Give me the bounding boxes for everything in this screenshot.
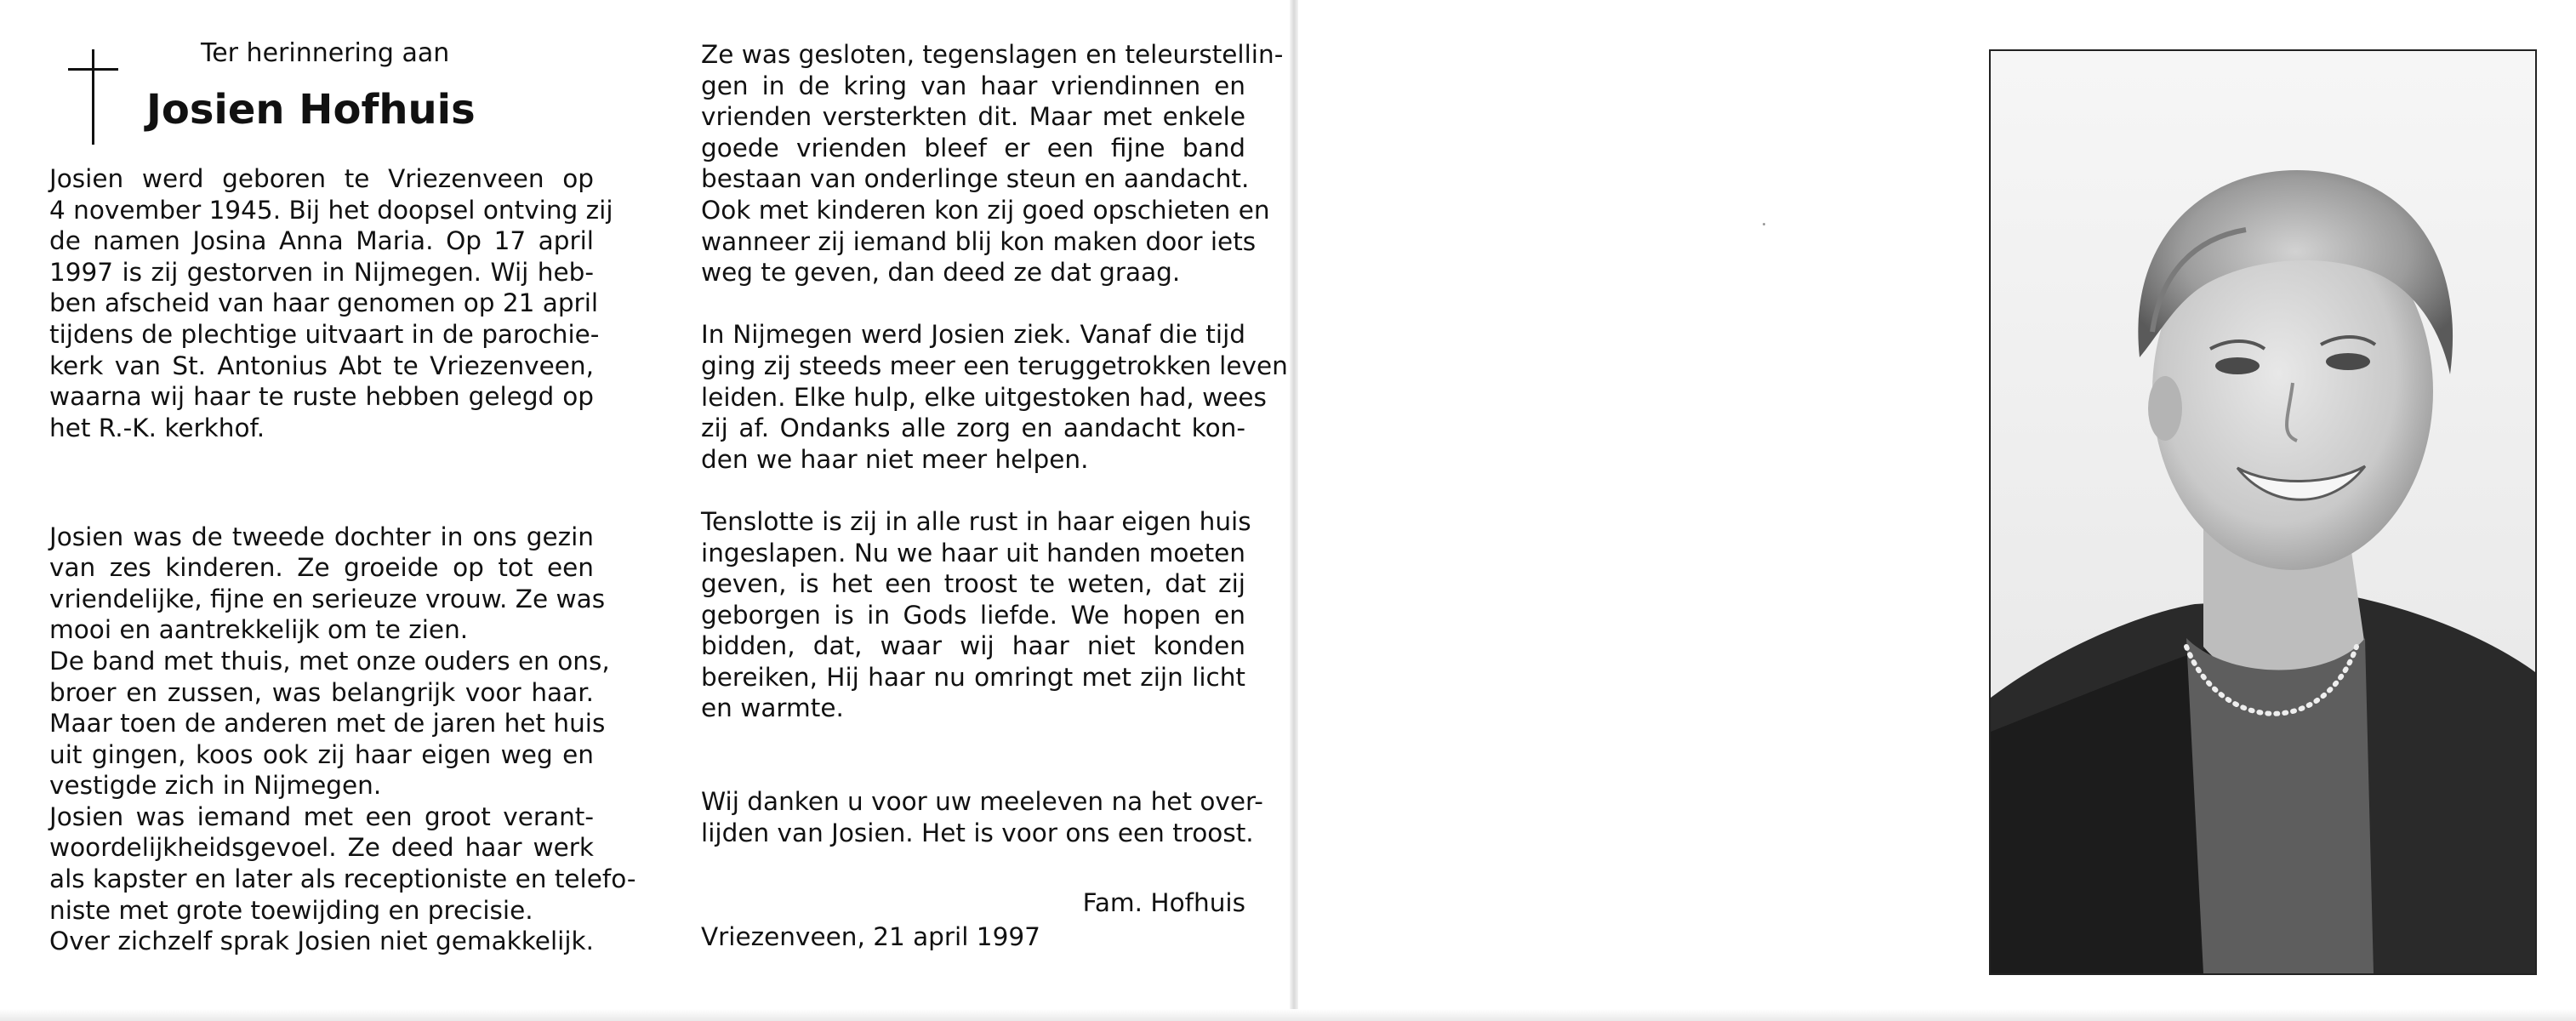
text-line: weg te geven, dan deed ze dat graag. bbox=[701, 258, 1181, 288]
text-line: Josien was de tweede dochter in ons gezin bbox=[49, 522, 594, 551]
text-line: uit gingen, koos ook zij haar eigen weg en bbox=[49, 739, 594, 769]
text-line: mooi en aantrekkelijk om te zien. bbox=[49, 615, 469, 645]
paragraph-gap bbox=[49, 443, 594, 475]
text-line: bereiken, Hij haar nu omringt met zijn licht bbox=[701, 662, 1245, 692]
text-line: den we haar niet meer helpen. bbox=[701, 444, 1089, 474]
biography-column-1 bbox=[49, 163, 636, 957]
text-line: als kapster en later als receptioniste en telefo- bbox=[49, 864, 636, 894]
text-line: goede vrienden bleef er een fijne band bbox=[701, 133, 1245, 163]
text-line: vriendelijke, fijne en serieuze vrouw. Ze was bbox=[49, 584, 606, 613]
paragraph-gap bbox=[701, 756, 1245, 787]
text-line: 1997 is zij gestorven in Nijmegen. Wij heb- bbox=[49, 257, 594, 287]
text-line: leiden. Elke hulp, elke uitgestoken had, wees bbox=[701, 382, 1267, 412]
text-line: gen in de kring van haar vriendinnen en bbox=[701, 71, 1245, 100]
text-line: Ook met kinderen kon zij goed opschieten en bbox=[701, 195, 1270, 225]
text-line: kerk van St. Antonius Abt te Vriezenveen, bbox=[49, 351, 594, 380]
text-line: lijden van Josien. Het is voor ons een troost. bbox=[701, 818, 1254, 847]
text-line: vestigde zich in Nijmegen. bbox=[49, 771, 382, 801]
text-line: 4 november 1945. Bij het doopsel ontving zij bbox=[49, 195, 613, 225]
text-line: wanneer zij iemand blij kon maken door iets bbox=[701, 226, 1257, 256]
text-line: niste met grote toewijding en precisie. bbox=[49, 895, 533, 925]
paper-speck bbox=[1763, 223, 1765, 225]
text-line: Wij danken u voor uw meeleven na het over- bbox=[701, 787, 1263, 817]
text-line: In Nijmegen werd Josien ziek. Vanaf die tijd bbox=[701, 320, 1245, 350]
text-line: Ze was gesloten, tegenslagen en teleurstellin- bbox=[701, 40, 1284, 69]
place-and-date: Vriezenveen, 21 april 1997 bbox=[701, 922, 1040, 951]
text-line: bidden, dat, waar wij haar niet konden bbox=[701, 631, 1245, 661]
biography-column-2 bbox=[701, 39, 1288, 848]
text-line: tijdens de plechtige uitvaart in de parochie- bbox=[49, 319, 600, 349]
text-line: en warmte. bbox=[701, 693, 844, 723]
text-line: bestaan van onderlinge steun en aandacht. bbox=[701, 164, 1250, 194]
text-line: Over zichzelf sprak Josien niet gemakkelijk. bbox=[49, 927, 594, 956]
portrait-photo bbox=[1989, 49, 2537, 975]
memorial-intro: Ter herinnering aan bbox=[201, 38, 450, 68]
text-line: Tenslotte is zij in alle rust in haar eigen huis bbox=[701, 506, 1251, 536]
portrait-illustration bbox=[1991, 51, 2535, 973]
text-line: geborgen is in Gods liefde. We hopen en bbox=[701, 600, 1245, 630]
text-line: Maar toen de anderen met de jaren het huis bbox=[49, 709, 606, 739]
text-line: Josien was iemand met een groot verant- bbox=[49, 801, 594, 831]
paragraph-gap bbox=[701, 288, 1245, 320]
paragraph-gap bbox=[49, 475, 594, 506]
paragraph-gap bbox=[49, 506, 594, 522]
text-line: de namen Josina Anna Maria. Op 17 april bbox=[49, 226, 594, 256]
text-line: zij af. Ondanks alle zorg en aandacht kon- bbox=[701, 414, 1245, 443]
text-line: waarna wij haar te ruste hebben gelegd op bbox=[49, 382, 594, 412]
text-line: Josien werd geboren te Vriezenveen op bbox=[49, 164, 594, 193]
deceased-name: Josien Hofhuis bbox=[146, 86, 476, 134]
text-line: ben afscheid van haar genomen op 21 april bbox=[49, 288, 599, 318]
card-fold-left bbox=[1290, 0, 1298, 1021]
text-line: woordelijkheidsgevoel. Ze deed haar werk bbox=[49, 833, 594, 863]
text-line: broer en zussen, was belangrijk voor haar. bbox=[49, 677, 594, 707]
text-line: De band met thuis, met onze ouders en ons, bbox=[49, 646, 610, 676]
text-line: geven, is het een troost te weten, dat zij bbox=[701, 569, 1245, 599]
family-signature: Fam. Hofhuis bbox=[1082, 888, 1245, 917]
text-line: vrienden versterkten dit. Maar met enkele bbox=[701, 102, 1245, 132]
text-line: ging zij steeds meer een teruggetrokken leven bbox=[701, 351, 1288, 380]
text-line: van zes kinderen. Ze groeide op tot een bbox=[49, 553, 594, 583]
paragraph-gap bbox=[701, 724, 1245, 756]
text-line: het R.-K. kerkhof. bbox=[49, 413, 265, 442]
card-edge-bottom bbox=[0, 1009, 2576, 1021]
paragraph-gap bbox=[701, 475, 1245, 506]
text-line: ingeslapen. Nu we haar uit handen moeten bbox=[701, 538, 1245, 568]
